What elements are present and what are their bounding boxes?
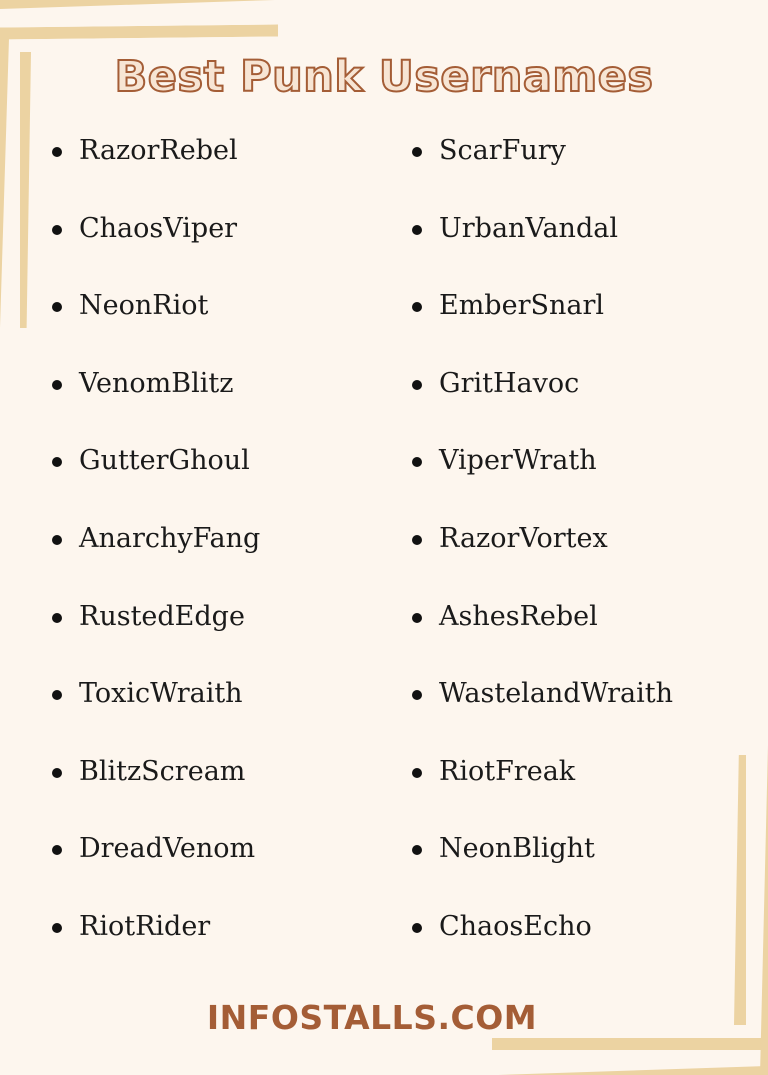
list-item [412, 131, 673, 209]
bullet-icon [412, 690, 422, 700]
list-item [412, 441, 673, 519]
bullet-icon [52, 302, 62, 312]
list-item [412, 674, 673, 752]
list-item [412, 209, 673, 287]
username-label: GutterGhoul [79, 445, 250, 477]
list-item [412, 829, 673, 907]
username-label: RiotFreak [439, 755, 576, 787]
bullet-icon [52, 457, 62, 467]
list-item [412, 364, 673, 442]
decorative-stroke [0, 0, 275, 9]
list-item [52, 286, 260, 364]
bullet-icon [412, 768, 422, 778]
username-label: ViperWrath [439, 445, 597, 477]
decorative-stroke [0, 25, 278, 40]
username-list-right [412, 131, 673, 985]
username-label: RiotRider [79, 910, 211, 942]
username-label: NeonRiot [79, 290, 209, 322]
decorative-stroke [492, 1038, 768, 1050]
bullet-icon [412, 535, 422, 545]
decorative-stroke [760, 745, 768, 1075]
username-label: AnarchyFang [79, 522, 261, 554]
list-item [52, 907, 260, 985]
list-item [52, 829, 260, 907]
decorative-stroke [734, 755, 746, 1025]
bullet-icon [412, 923, 422, 933]
username-label: AshesRebel [439, 600, 598, 632]
bullet-icon [412, 225, 422, 235]
list-item [52, 209, 260, 287]
decorative-stroke [498, 1066, 768, 1075]
bullet-icon [412, 613, 422, 623]
username-label: GritHavoc [439, 367, 580, 399]
bullet-icon [52, 690, 62, 700]
username-label: ToxicWraith [79, 678, 243, 710]
username-label: ScarFury [439, 135, 566, 166]
username-label: NeonBlight [439, 833, 595, 865]
username-label: ChaosEcho [439, 910, 592, 942]
username-label: RustedEdge [79, 600, 245, 632]
bullet-icon [52, 923, 62, 933]
list-item [52, 752, 260, 830]
list-item [52, 597, 260, 675]
bullet-icon [52, 613, 62, 623]
username-label: WastelandWraith [439, 678, 674, 710]
list-item [52, 674, 260, 752]
username-label: VenomBlitz [79, 367, 234, 399]
list-item [412, 286, 673, 364]
list-item [412, 752, 673, 830]
bullet-icon [52, 147, 62, 157]
list-item [52, 131, 260, 209]
page-title: Best Punk Usernames [114, 52, 654, 102]
bullet-icon [412, 845, 422, 855]
bullet-icon [52, 768, 62, 778]
username-label: ChaosViper [79, 212, 238, 244]
list-item [412, 907, 673, 985]
username-list-left [52, 131, 260, 985]
username-label: RazorRebel [79, 135, 238, 166]
list-item [52, 364, 260, 442]
bullet-icon [412, 380, 422, 390]
bullet-icon [52, 225, 62, 235]
username-label: RazorVortex [439, 522, 608, 554]
username-label: UrbanVandal [439, 212, 618, 244]
bullet-icon [52, 845, 62, 855]
list-item [52, 441, 260, 519]
bullet-icon [412, 457, 422, 467]
site-credit: INFOSTALLS.COM [206, 998, 538, 1037]
username-label: EmberSnarl [439, 290, 605, 322]
bullet-icon [52, 535, 62, 545]
bullet-icon [412, 302, 422, 312]
bullet-icon [412, 147, 422, 157]
bullet-icon [52, 380, 62, 390]
list-item [52, 519, 260, 597]
list-item [412, 597, 673, 675]
username-label: DreadVenom [79, 833, 256, 865]
username-label: BlitzScream [79, 755, 246, 787]
list-item [412, 519, 673, 597]
